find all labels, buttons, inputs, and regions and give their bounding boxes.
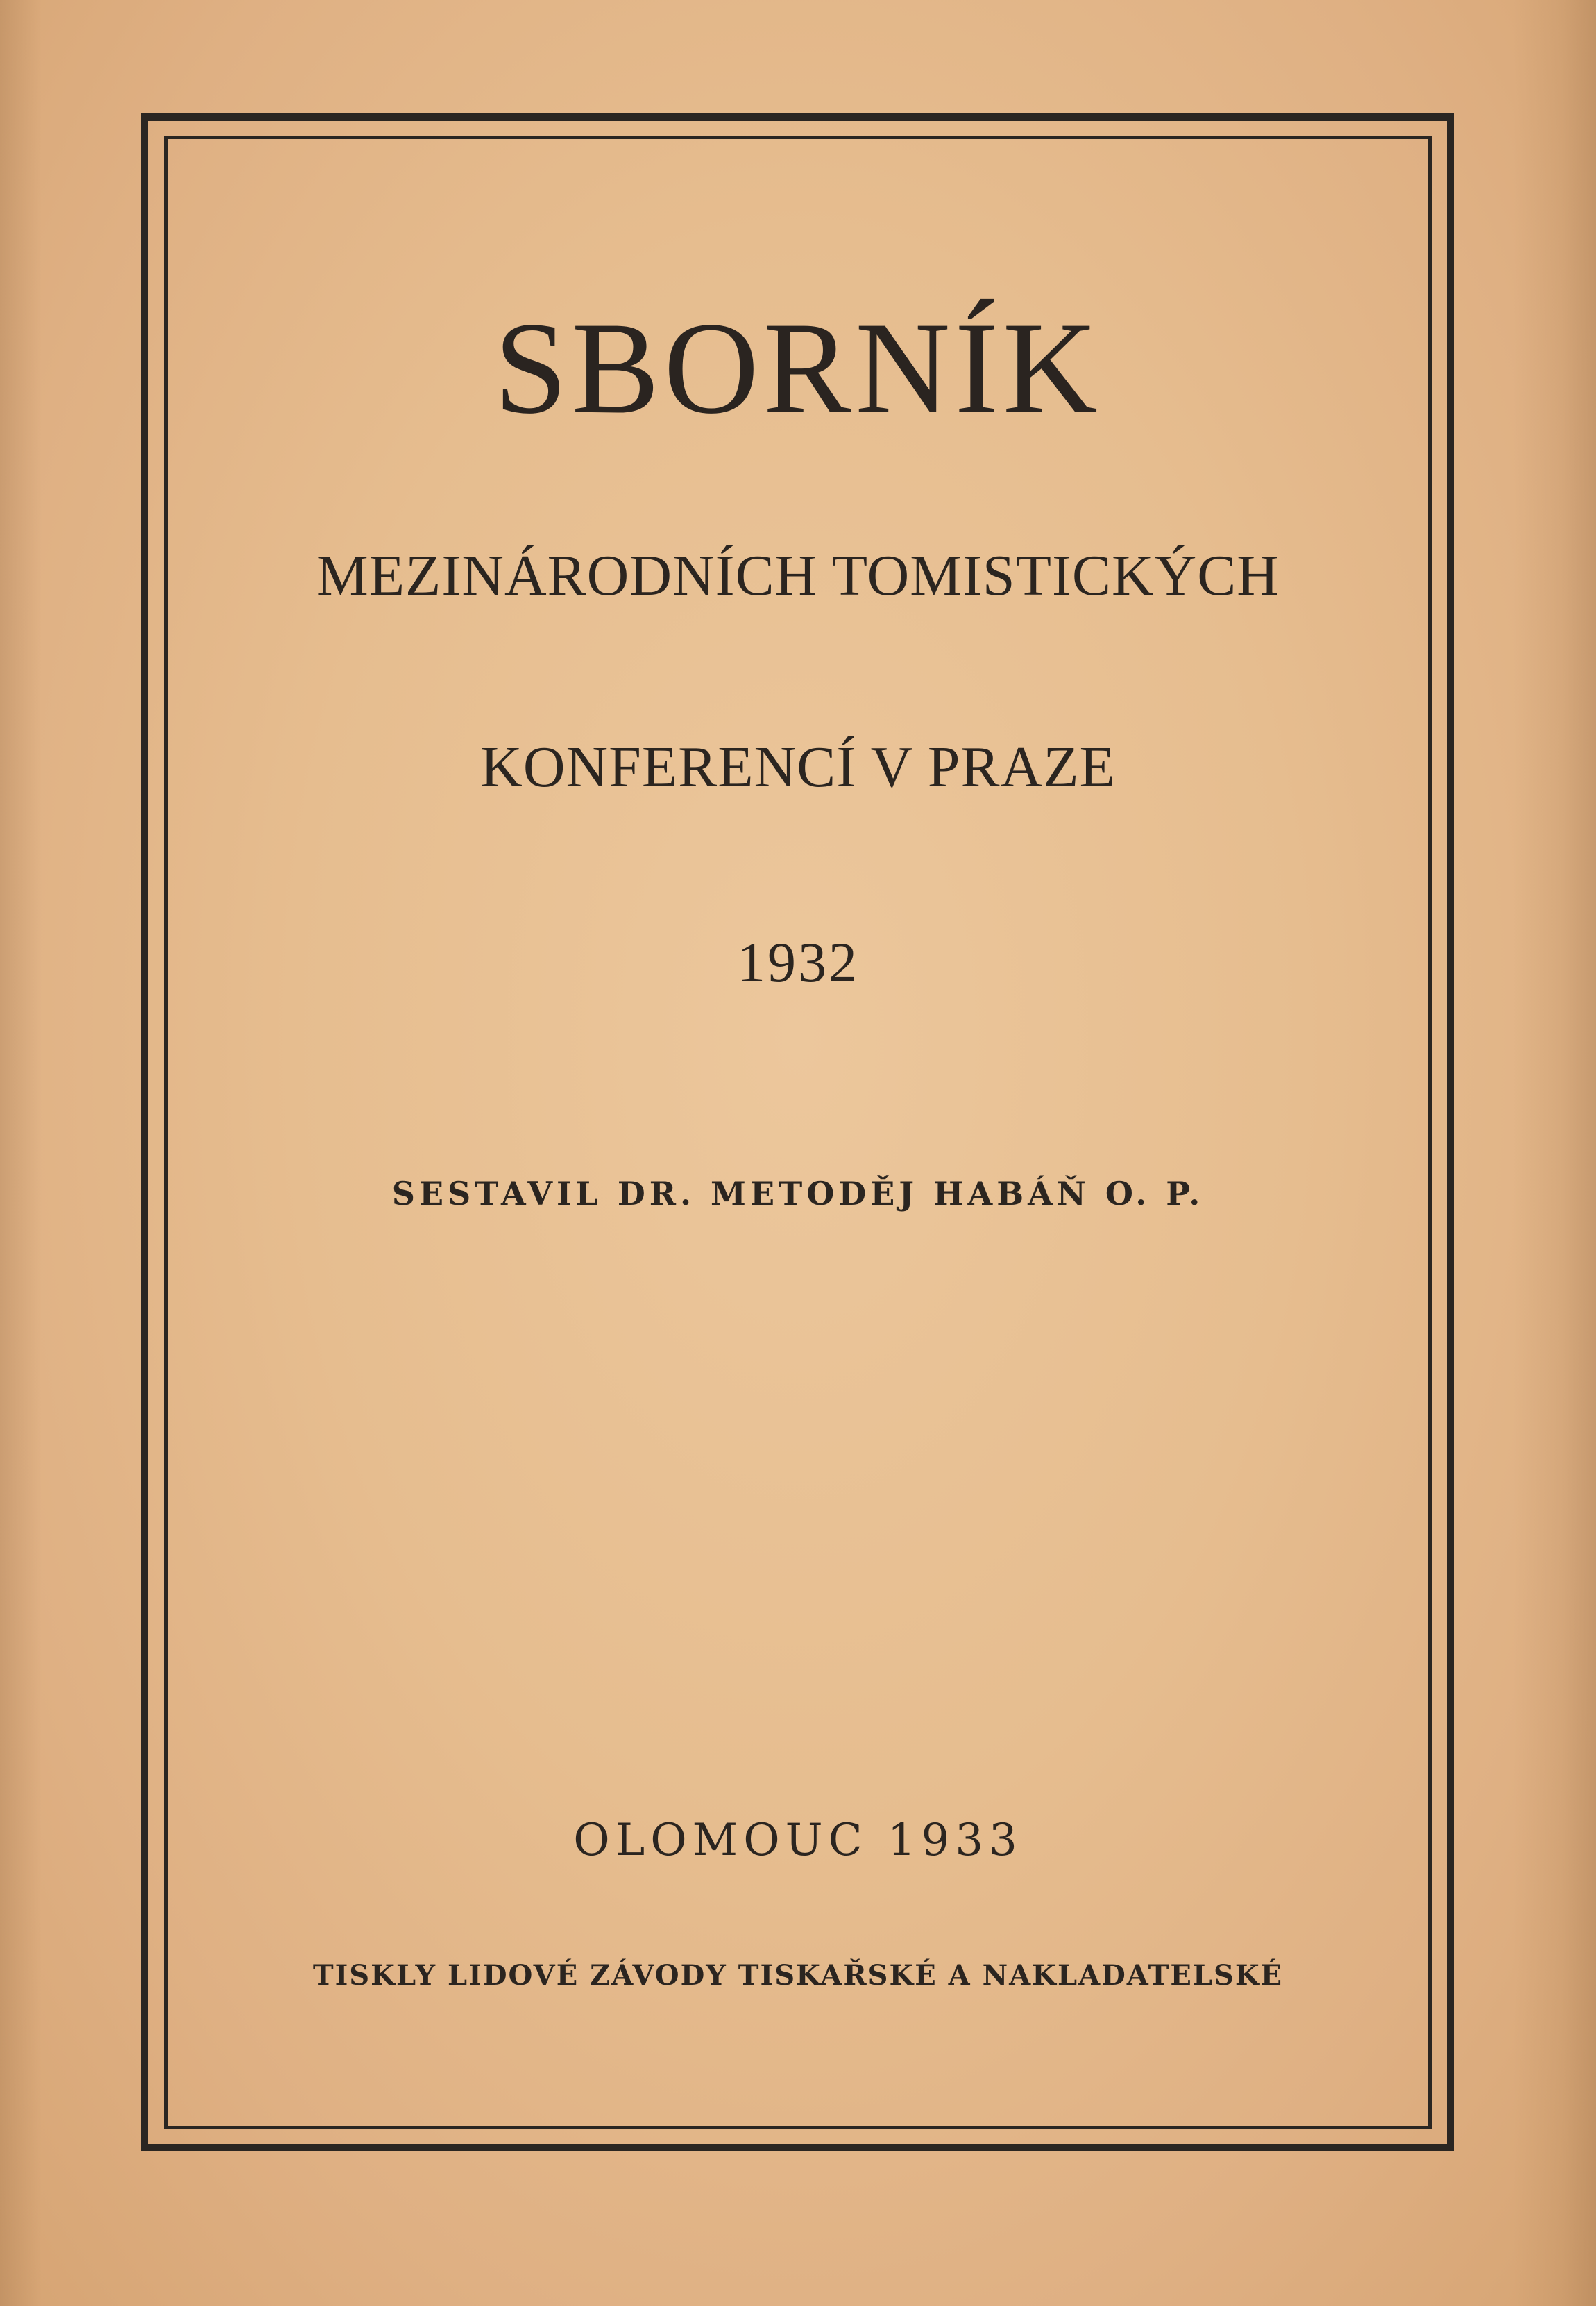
cover-compiler: SESTAVIL DR. METODĚJ HABÁŇ O. P. (391, 1175, 1205, 1212)
cover-subtitle-line-1: MEZINÁRODNÍCH TOMISTICKÝCH (316, 543, 1280, 608)
cover-title: SBORNÍK (493, 296, 1103, 441)
cover-place-and-year: OLOMOUC 1933 (573, 1815, 1023, 1866)
cover-subtitle-line-2: KONFERENCÍ V PRAZE (480, 735, 1116, 799)
cover-year: 1932 (737, 931, 859, 994)
page-shadow-right (1513, 0, 1596, 2306)
cover-printer: TISKLY LIDOVÉ ZÁVODY TISKAŘSKÉ A NAKLADATELSKÉ (312, 1959, 1284, 1992)
page-shadow-left (0, 0, 42, 2306)
